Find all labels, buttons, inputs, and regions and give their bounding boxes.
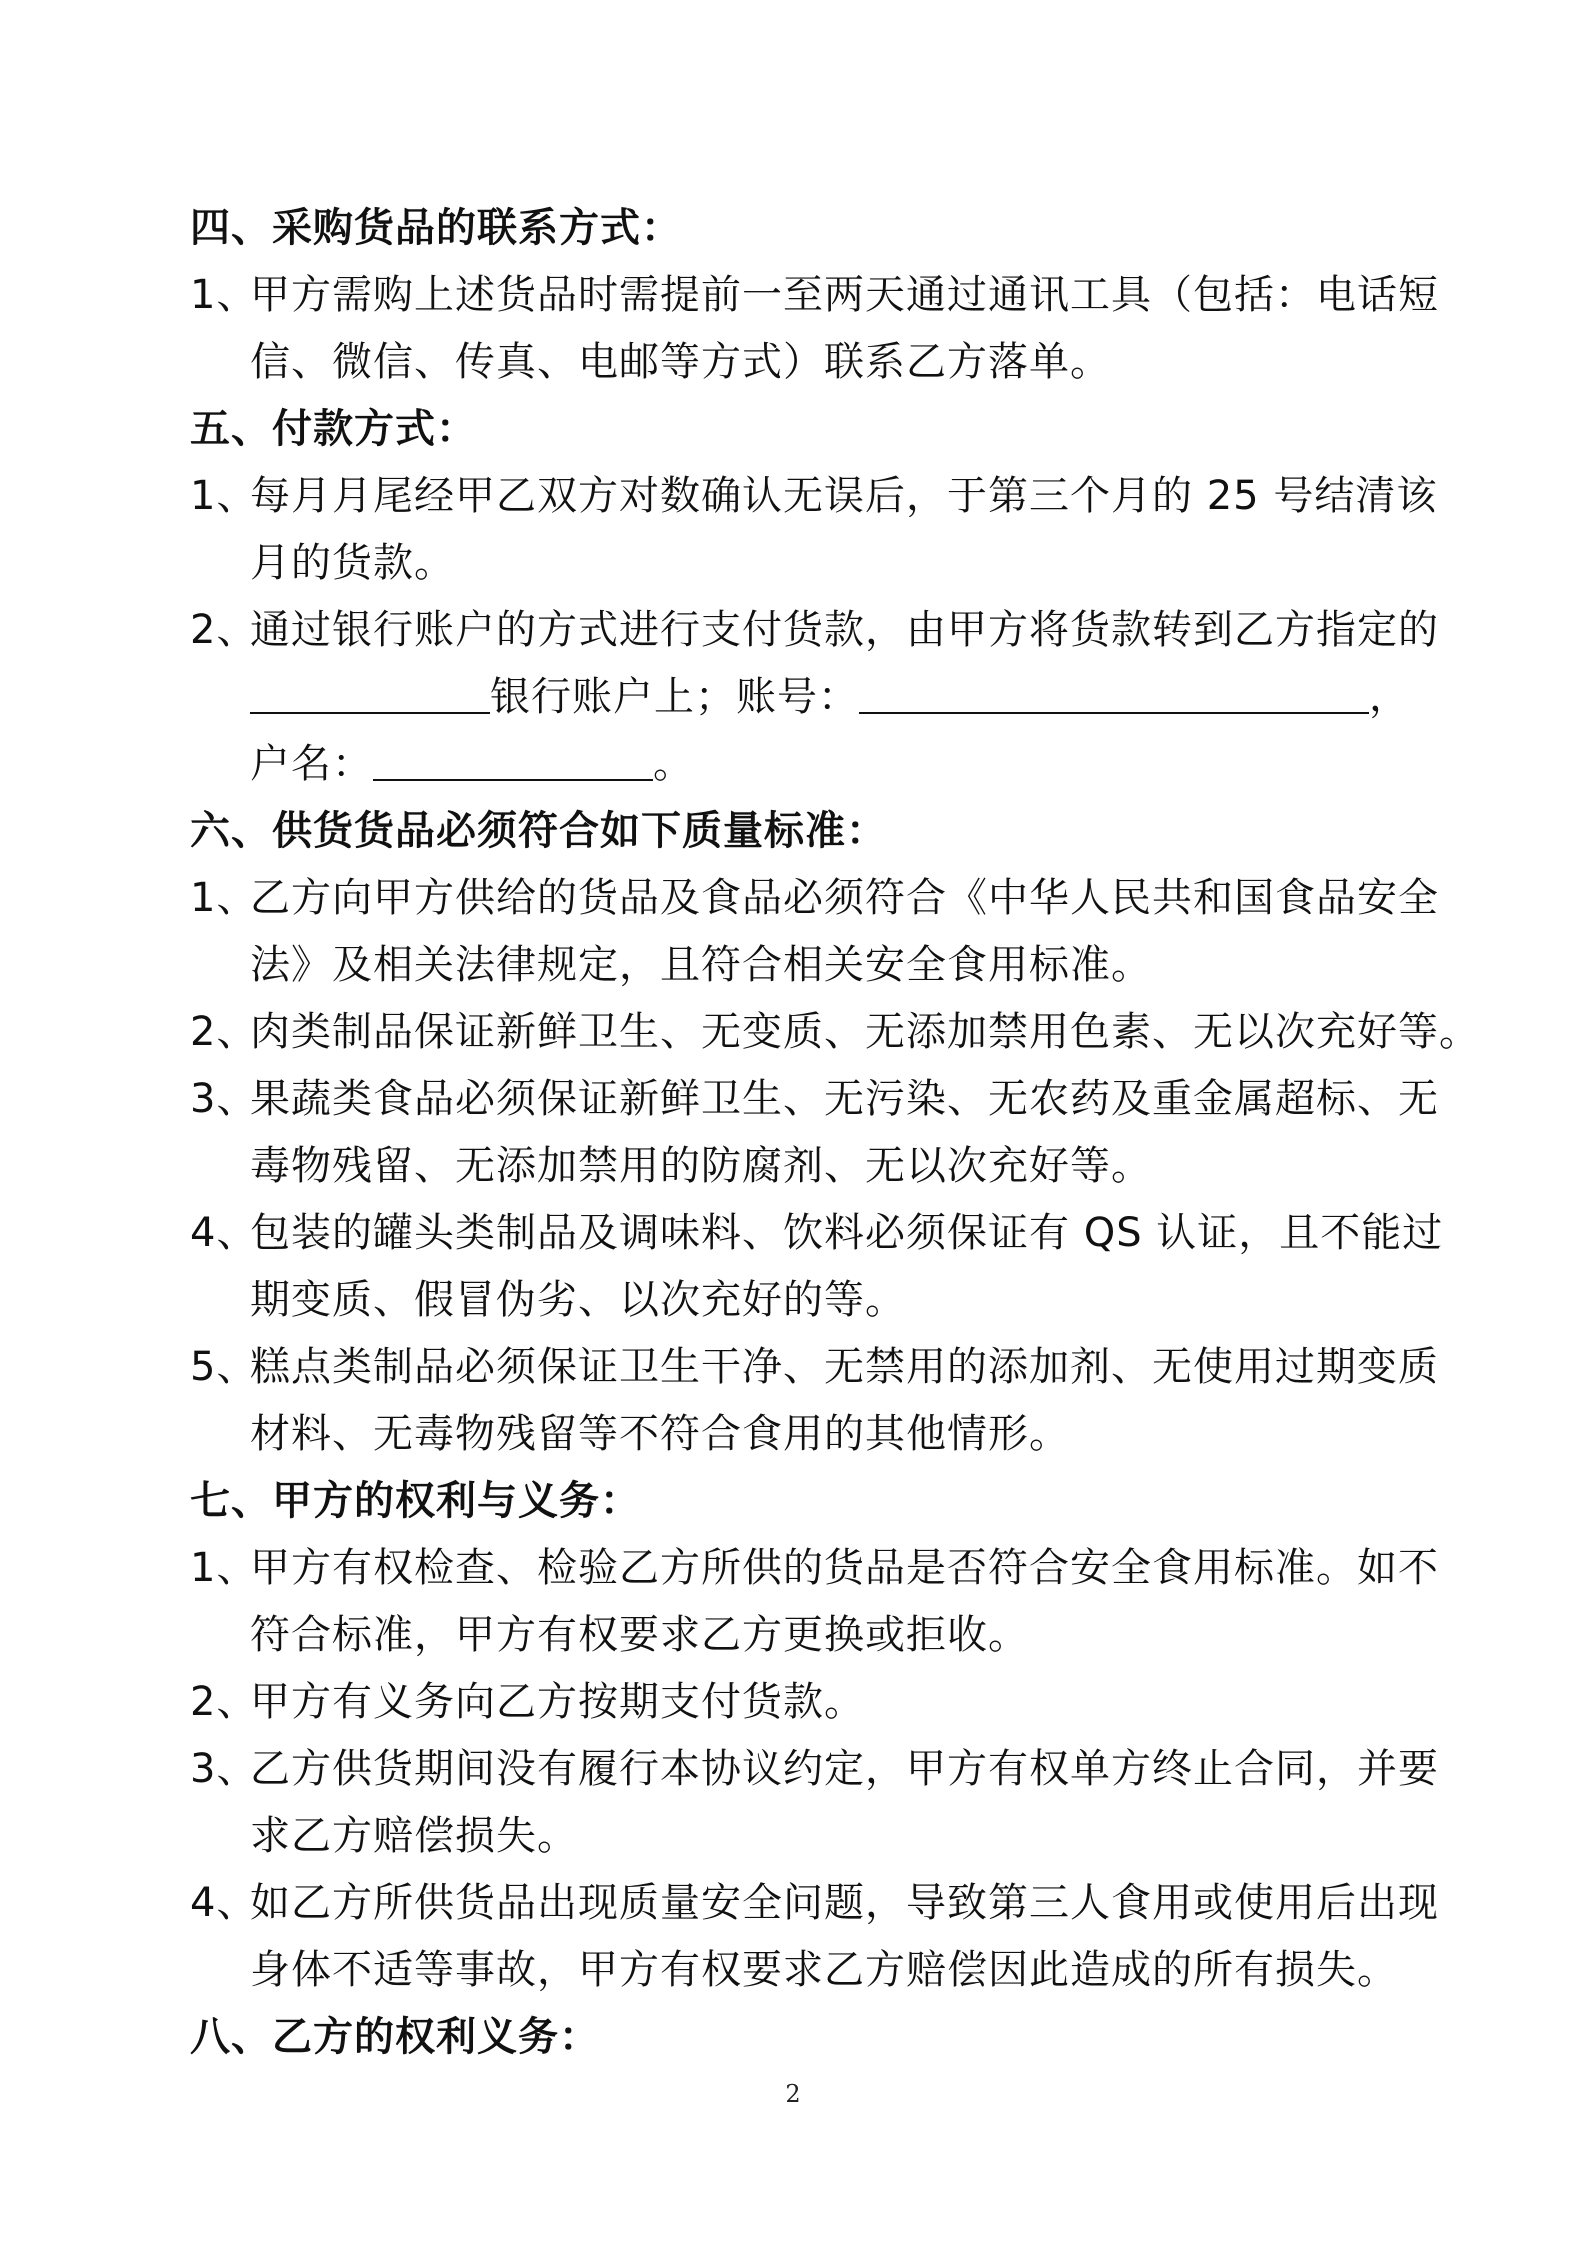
item-text: 肉类制品保证新鲜卫生、无变质、无添加禁用色素、无以次充好等。 <box>250 1009 1480 1055</box>
section-heading-quality: 六、供货货品必须符合如下质量标准： <box>190 808 887 854</box>
bank-account-label: 银行账户上；账号： <box>490 674 859 720</box>
bank-name-blank[interactable] <box>250 666 490 714</box>
item-text: 通过银行账户的方式进行支付货款，由甲方将货款转到乙方指定的 <box>250 607 1439 653</box>
item-text-continued: 身体不适等事故，甲方有权要求乙方赔偿因此造成的所有损失。 <box>250 1947 1398 1993</box>
item-number: 4、 <box>190 1880 258 1926</box>
item-number: 3、 <box>190 1746 258 1792</box>
list-item <box>190 262 1439 396</box>
item-number: 2、 <box>190 607 258 653</box>
list-item <box>190 865 1439 999</box>
item-text: 包装的罐头类制品及调味料、饮料必须保证有 QS 认证，且不能过 <box>250 1210 1444 1256</box>
item-text-continued: 材料、无毒物残留等不符合食用的其他情形。 <box>250 1411 1070 1457</box>
item-text: 乙方供货期间没有履行本协议约定，甲方有权单方终止合同，并要 <box>250 1746 1439 1792</box>
item-number: 2、 <box>190 1009 258 1055</box>
item-number: 1、 <box>190 1545 258 1591</box>
item-text: 果蔬类食品必须保证新鲜卫生、无污染、无农药及重金属超标、无 <box>250 1076 1439 1122</box>
list-item <box>190 1066 1439 1200</box>
comma: ， <box>1369 674 1410 720</box>
item-number: 3、 <box>190 1076 258 1122</box>
section-heading-payment: 五、付款方式： <box>190 406 477 452</box>
item-number: 1、 <box>190 875 258 921</box>
item-number: 1、 <box>190 473 258 519</box>
item-text: 糕点类制品必须保证卫生干净、无禁用的添加剂、无使用过期变质 <box>250 1344 1439 1390</box>
contract-body <box>190 195 1480 2071</box>
item-text: 甲方有义务向乙方按期支付货款。 <box>250 1679 865 1725</box>
item-number: 2、 <box>190 1679 258 1725</box>
list-item <box>190 1200 1444 1334</box>
item-text-continued: 法》及相关法律规定，且符合相关安全食用标准。 <box>250 942 1152 988</box>
account-name-label: 户名： <box>250 741 373 787</box>
account-number-blank[interactable] <box>859 666 1369 714</box>
account-name-line <box>190 731 1420 798</box>
list-item <box>190 597 1439 798</box>
item-text: 乙方向甲方供给的货品及食品必须符合《中华人民共和国食品安全 <box>250 875 1439 921</box>
list-item <box>190 463 1438 597</box>
list-item <box>190 1736 1439 1870</box>
list-item <box>190 1535 1439 1669</box>
item-text: 甲方有权检查、检验乙方所供的货品是否符合安全食用标准。如不 <box>250 1545 1439 1591</box>
account-name-blank[interactable] <box>373 733 653 781</box>
list-item <box>190 1870 1439 2004</box>
list-item <box>190 999 1480 1066</box>
item-text: 如乙方所供货品出现质量安全问题，导致第三人食用或使用后出现 <box>250 1880 1439 1926</box>
item-text: 甲方需购上述货品时需提前一至两天通过通讯工具（包括：电话短 <box>250 272 1439 318</box>
section-heading-party-a-rights: 七、甲方的权利与义务： <box>190 1478 641 1524</box>
bank-account-line <box>190 664 1420 731</box>
list-item <box>190 1669 1420 1736</box>
item-text-continued: 信、微信、传真、电邮等方式）联系乙方落单。 <box>250 339 1111 385</box>
item-text-continued: 符合标准，甲方有权要求乙方更换或拒收。 <box>250 1612 1029 1658</box>
page-number: 2 <box>785 2080 801 2108</box>
item-text-continued: 求乙方赔偿损失。 <box>250 1813 578 1859</box>
item-text-continued: 期变质、假冒伪劣、以次充好的等。 <box>250 1277 906 1323</box>
section-heading-party-b-rights: 八、乙方的权利义务： <box>190 2014 600 2060</box>
section-heading-contact: 四、采购货品的联系方式： <box>190 205 682 251</box>
item-number: 5、 <box>190 1344 258 1390</box>
item-number: 1、 <box>190 272 258 318</box>
item-number: 4、 <box>190 1210 258 1256</box>
item-text-continued: 月的货款。 <box>250 540 455 586</box>
period: 。 <box>653 741 694 787</box>
list-item <box>190 1334 1439 1468</box>
item-text: 每月月尾经甲乙双方对数确认无误后，于第三个月的 25 号结清该 <box>250 473 1438 519</box>
item-text-continued: 毒物残留、无添加禁用的防腐剂、无以次充好等。 <box>250 1143 1152 1189</box>
